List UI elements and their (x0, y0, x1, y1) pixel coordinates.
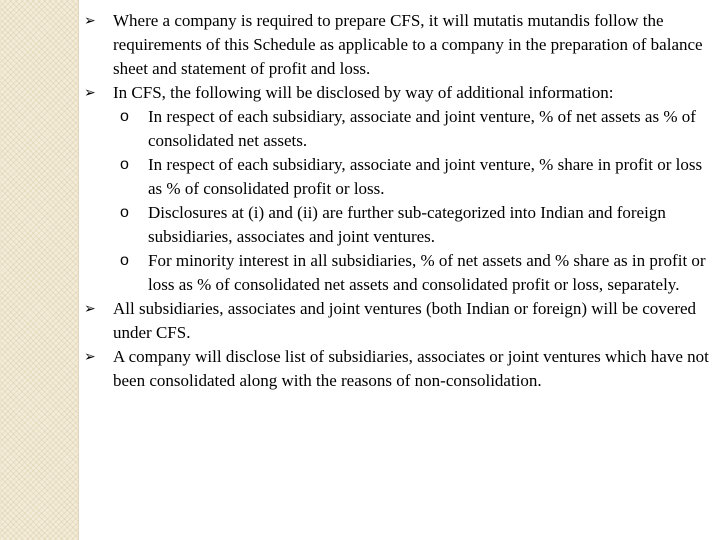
sub-bullet-minority-interest (84, 249, 716, 297)
circle-bullet-icon: o (120, 252, 129, 269)
bullet-item-cfs-preparation (84, 9, 716, 81)
bullet-item-non-consolidation (84, 345, 716, 393)
sub-bullet-text: In respect of each subsidiary, associate and joint venture, % share in profit or loss as % of consolidated profit or loss. (148, 155, 703, 198)
arrow-bullet-icon: ➢ (84, 85, 96, 101)
sub-bullet-text: Disclosures at (i) and (ii) are further sub-categorized into Indian and foreign subsidiaries, associates and joint ventures. (148, 203, 666, 246)
bullet-text: In CFS, the following will be disclosed by way of additional information: (113, 83, 614, 102)
circle-bullet-icon: o (120, 156, 129, 173)
decorative-side-strip (0, 0, 79, 540)
bullet-item-additional-information (84, 81, 716, 105)
circle-bullet-icon: o (120, 204, 129, 221)
arrow-bullet-icon: ➢ (84, 301, 96, 317)
sub-bullet-profit-share (84, 153, 716, 201)
sub-bullet-text: In respect of each subsidiary, associate and joint venture, % of net assets as % of consolidated net assets. (148, 107, 696, 150)
arrow-bullet-icon: ➢ (84, 349, 96, 365)
sub-bullet-categorization (84, 201, 716, 249)
bullet-item-coverage (84, 297, 716, 345)
slide-content (84, 9, 716, 393)
sub-bullet-text: For minority interest in all subsidiaries, % of net assets and % share as in profit or loss as % of consolidated net assets and consolidated profit or loss, separately. (148, 251, 706, 294)
arrow-bullet-icon: ➢ (84, 13, 96, 29)
circle-bullet-icon: o (120, 108, 129, 125)
sub-bullet-net-assets (84, 105, 716, 153)
bullet-text: All subsidiaries, associates and joint ventures (both Indian or foreign) will be covered under CFS. (113, 299, 697, 342)
bullet-text: A company will disclose list of subsidiaries, associates or joint ventures which have not been consolidated along with the reasons of non-consolidation. (113, 347, 709, 390)
bullet-text: Where a company is required to prepare CFS, it will mutatis mutandis follow the requirements of this Schedule as applicable to a company in the preparation of balance sheet and statement of profit and loss. (113, 11, 703, 78)
